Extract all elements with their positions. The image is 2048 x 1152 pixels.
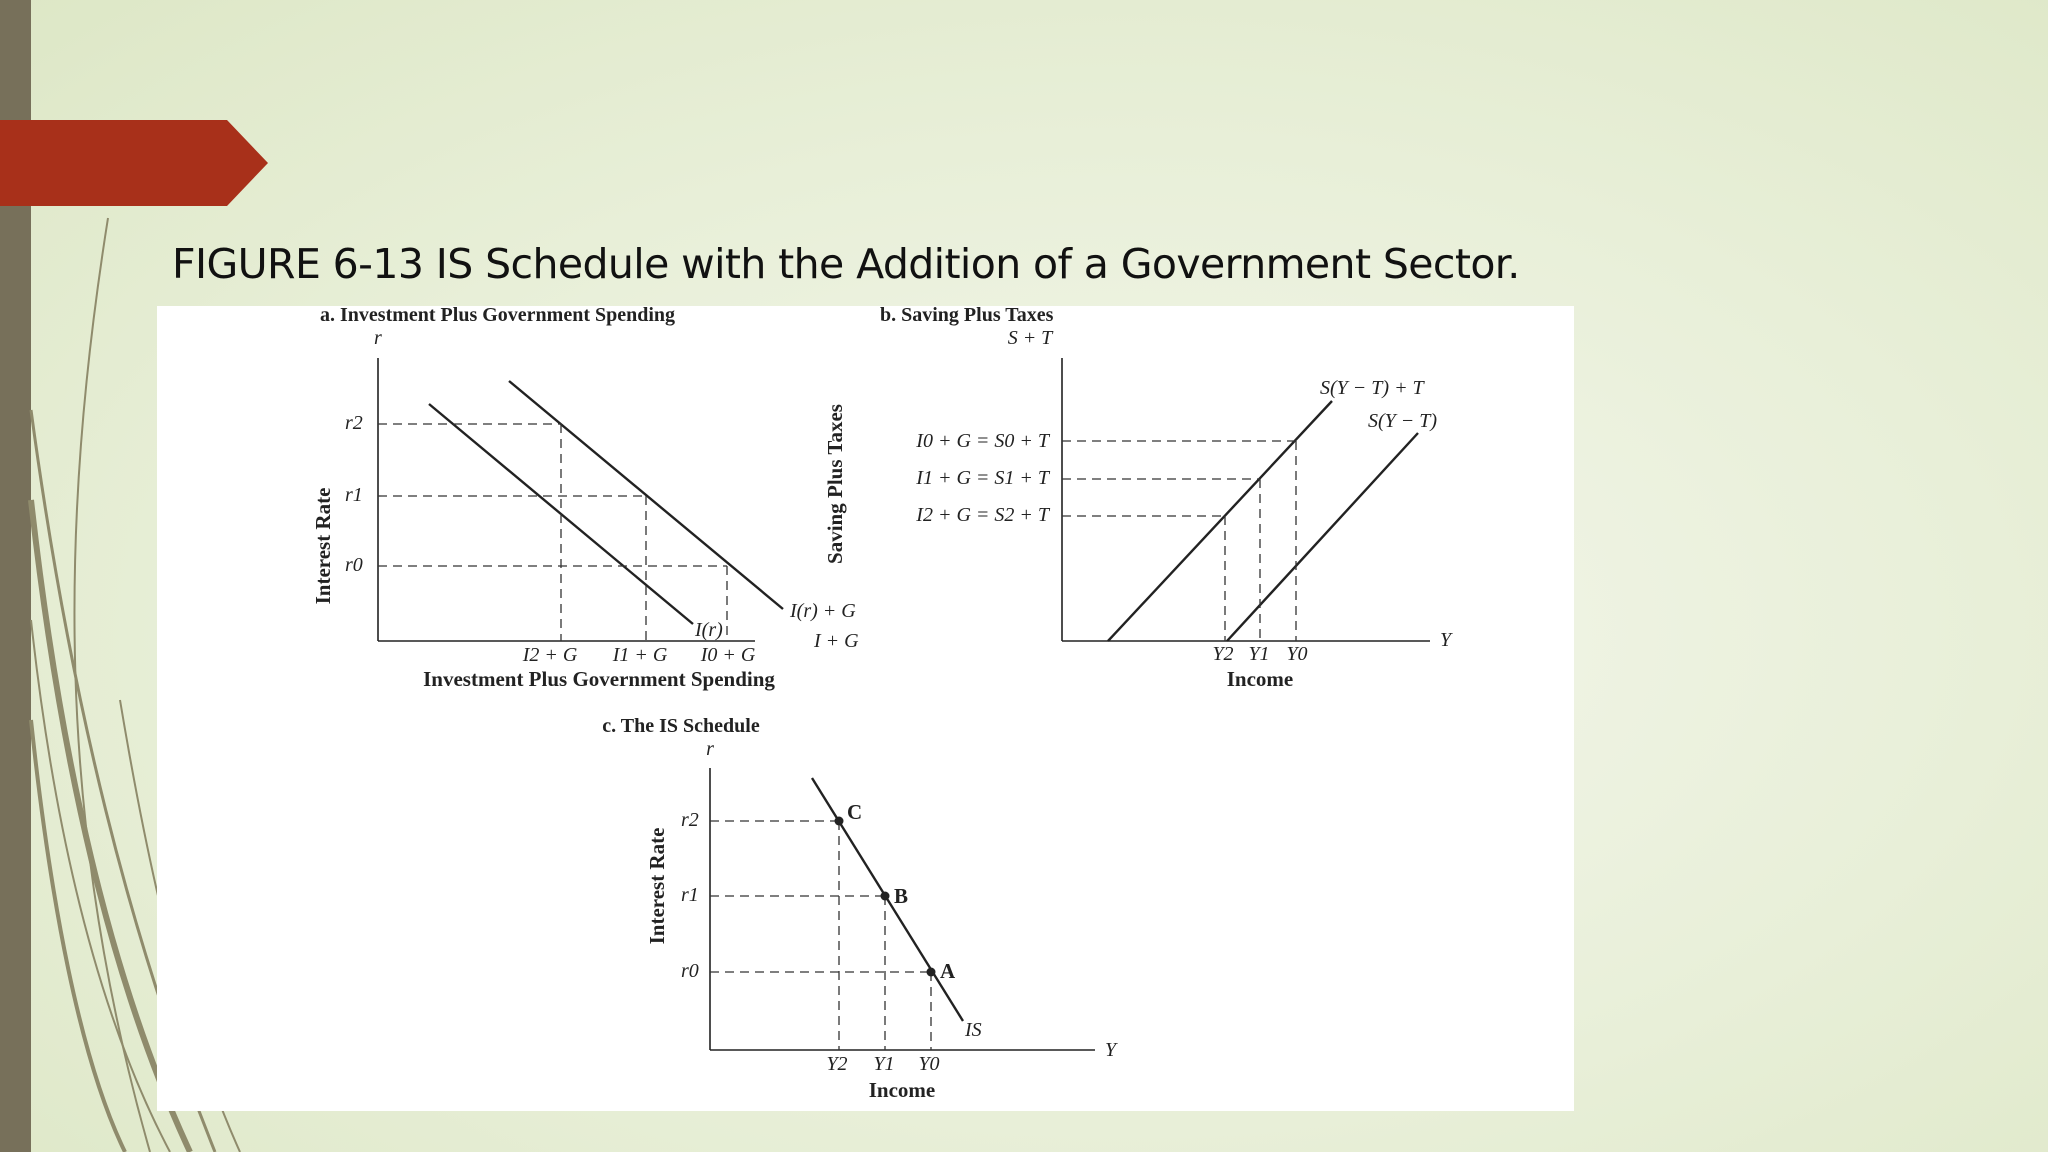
panel-a xyxy=(311,306,859,691)
panel-c-is-label: IS xyxy=(965,1019,982,1041)
panel-b-label-saving: S(Y − T) xyxy=(1368,410,1438,432)
panel-c-point-b-label: B xyxy=(894,884,909,908)
panel-b-tick-i1g: I1 + G = S1 + T xyxy=(916,467,1049,489)
panel-a-tick-r0: r0 xyxy=(345,554,363,576)
accent-arrow-tab xyxy=(0,120,270,206)
panel-a-label-ir-plus-g: I(r) + G xyxy=(790,600,856,622)
panel-b-title: b. Saving Plus Taxes xyxy=(880,306,1054,326)
panel-a-tick-i1g: I1 + G xyxy=(612,644,668,666)
panel-a-tick-r1: r1 xyxy=(345,484,363,506)
panel-c-point-c-marker xyxy=(835,817,844,826)
is-schedule-figure xyxy=(157,306,1574,1111)
panel-a-label-ir: I(r) xyxy=(695,619,723,641)
panel-c-point-b-marker xyxy=(881,892,890,901)
panel-b-saving-plus-taxes-curve xyxy=(1108,401,1332,641)
panel-c-point-c-label: C xyxy=(847,800,863,824)
panel-c-tick-r1: r1 xyxy=(681,884,699,906)
panel-c-y-axis-label: Interest Rate xyxy=(645,827,669,945)
panel-c-point-a-label: A xyxy=(940,959,956,983)
panel-b-x-axis-label: Income xyxy=(1226,667,1294,691)
panel-b-y-axis-label: Saving Plus Taxes xyxy=(823,404,847,564)
slide-title: FIGURE 6-13 IS Schedule with the Addition of a Government Sector. xyxy=(172,240,1520,288)
panel-b xyxy=(823,306,1453,691)
panel-b-saving-curve xyxy=(1227,433,1418,641)
panel-a-tick-i2g: I2 + G xyxy=(522,644,578,666)
panel-c-tick-r0: r0 xyxy=(681,960,699,982)
panel-b-tick-i0g: I0 + G = S0 + T xyxy=(916,430,1049,452)
panel-c-tick-y2: Y2 xyxy=(826,1053,848,1075)
panel-a-tick-r2: r2 xyxy=(345,412,363,434)
panel-c-x-var: Y xyxy=(1105,1039,1117,1061)
panel-c-title: c. The IS Schedule xyxy=(602,715,760,737)
panel-c-point-a-marker xyxy=(927,968,936,977)
figure-image xyxy=(157,306,1574,1111)
panel-c-tick-r2: r2 xyxy=(681,809,699,831)
panel-b-tick-y0: Y0 xyxy=(1286,643,1308,665)
panel-b-y-var: S + T xyxy=(1007,327,1053,349)
panel-c xyxy=(602,715,1118,1102)
panel-c-y-var: r xyxy=(706,738,714,760)
panel-b-tick-y2: Y2 xyxy=(1212,643,1234,665)
panel-b-label-saving-plus-taxes: S(Y − T) + T xyxy=(1320,377,1424,399)
panel-a-x-axis-label: Investment Plus Government Spending xyxy=(423,667,775,691)
panel-a-label-i-plus-g: I + G xyxy=(814,630,859,652)
panel-b-tick-i2g: I2 + G = S2 + T xyxy=(916,504,1049,526)
panel-b-tick-y1: Y1 xyxy=(1248,643,1270,665)
panel-a-title: a. Investment Plus Government Spending xyxy=(320,306,676,326)
panel-c-x-axis-label: Income xyxy=(868,1078,936,1102)
panel-b-x-var: Y xyxy=(1440,629,1452,651)
panel-c-tick-y1: Y1 xyxy=(873,1053,895,1075)
panel-c-tick-y0: Y0 xyxy=(918,1053,940,1075)
panel-a-y-axis-label: Interest Rate xyxy=(311,487,335,605)
panel-a-y-var: r xyxy=(374,327,382,349)
panel-a-tick-i0g: I0 + G xyxy=(700,644,756,666)
